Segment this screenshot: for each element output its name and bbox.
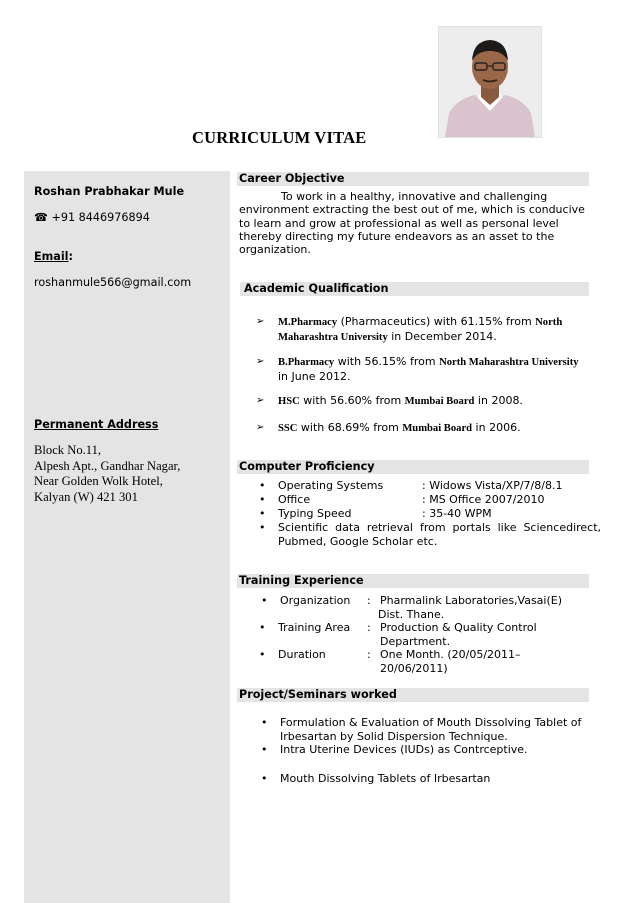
section-heading-career: Career Objective — [237, 172, 589, 186]
address-line: Near Golden Wolk Hotel, — [34, 474, 163, 488]
arrow-bullet-icon: ➢ — [256, 356, 265, 367]
bullet-icon: • — [261, 716, 268, 729]
candidate-name: Roshan Prabhakar Mule — [34, 185, 185, 198]
project-item-continued: Irbesartan by Solid Dispersion Technique. — [280, 730, 508, 743]
phone-line — [34, 211, 150, 224]
section-heading-computer: Computer Proficiency — [237, 460, 589, 474]
section-heading-academic: Academic Qualification — [240, 282, 589, 296]
email-label: Email — [34, 250, 69, 263]
academic-item: ➢ HSC with 56.60% from Mumbai Board in 2008. — [256, 394, 523, 407]
section-heading-projects: Project/Seminars worked — [237, 688, 589, 702]
phone-number: +91 8446976894 — [51, 211, 150, 224]
section-heading-training: Training Experience — [237, 574, 589, 588]
bullet-icon: • — [259, 479, 266, 492]
email-colon: : — [68, 250, 74, 263]
address-line: Kalyan (W) 421 301 — [34, 489, 138, 504]
telephone-icon: ☎ — [34, 211, 48, 224]
bullet-icon: • — [261, 772, 268, 785]
training-row-continued: Department. — [380, 635, 451, 648]
left-sidebar — [24, 171, 230, 903]
address-block — [34, 443, 229, 505]
academic-item: ➢ B.Pharmacy with 56.15% from North Maharashtra University in June 2012. — [256, 355, 579, 383]
arrow-bullet-icon: ➢ — [256, 316, 265, 327]
academic-item: ➢ M.Pharmacy (Pharmaceutics) with 61.15% from North Maharashtra University in December 2014. — [256, 315, 563, 343]
bullet-icon: • — [259, 621, 266, 634]
training-row-continued: Dist. Thane. — [378, 608, 445, 621]
training-row-continued: 20/06/2011) — [380, 662, 448, 675]
bullet-icon: • — [259, 493, 266, 506]
bullet-icon: • — [259, 507, 266, 520]
document-title: CURRICULUM VITAE — [192, 128, 367, 147]
arrow-bullet-icon: ➢ — [256, 395, 265, 406]
career-line: thereby directing my future endeavors as an asset to the — [239, 229, 555, 243]
arrow-bullet-icon: ➢ — [256, 422, 265, 433]
career-objective-text — [239, 190, 585, 256]
profile-photo — [438, 26, 542, 138]
career-line: organization. — [239, 243, 311, 257]
address-heading: Permanent Address — [34, 418, 159, 431]
address-line: Alpesh Apt., Gandhar Nagar, — [34, 458, 181, 473]
address-line: Block No.11, — [34, 443, 102, 457]
bullet-icon: • — [261, 594, 268, 607]
email-heading — [34, 250, 73, 263]
email-address[interactable]: roshanmule566@gmail.com — [34, 276, 192, 289]
career-line: environment extracting the best out of me, which is conducive — [239, 203, 585, 217]
bullet-icon: • — [259, 521, 266, 534]
academic-item: ➢ SSC with 68.69% from Mumbai Board in 2006. — [256, 421, 521, 434]
career-line: To work in a healthy, innovative and challenging — [281, 190, 548, 203]
bullet-icon: • — [259, 648, 266, 661]
computer-row-continued: Pubmed, Google Scholar etc. — [278, 535, 438, 548]
career-line: to learn and grow at professional as well as personal level — [239, 216, 559, 230]
bullet-icon: • — [261, 743, 268, 756]
